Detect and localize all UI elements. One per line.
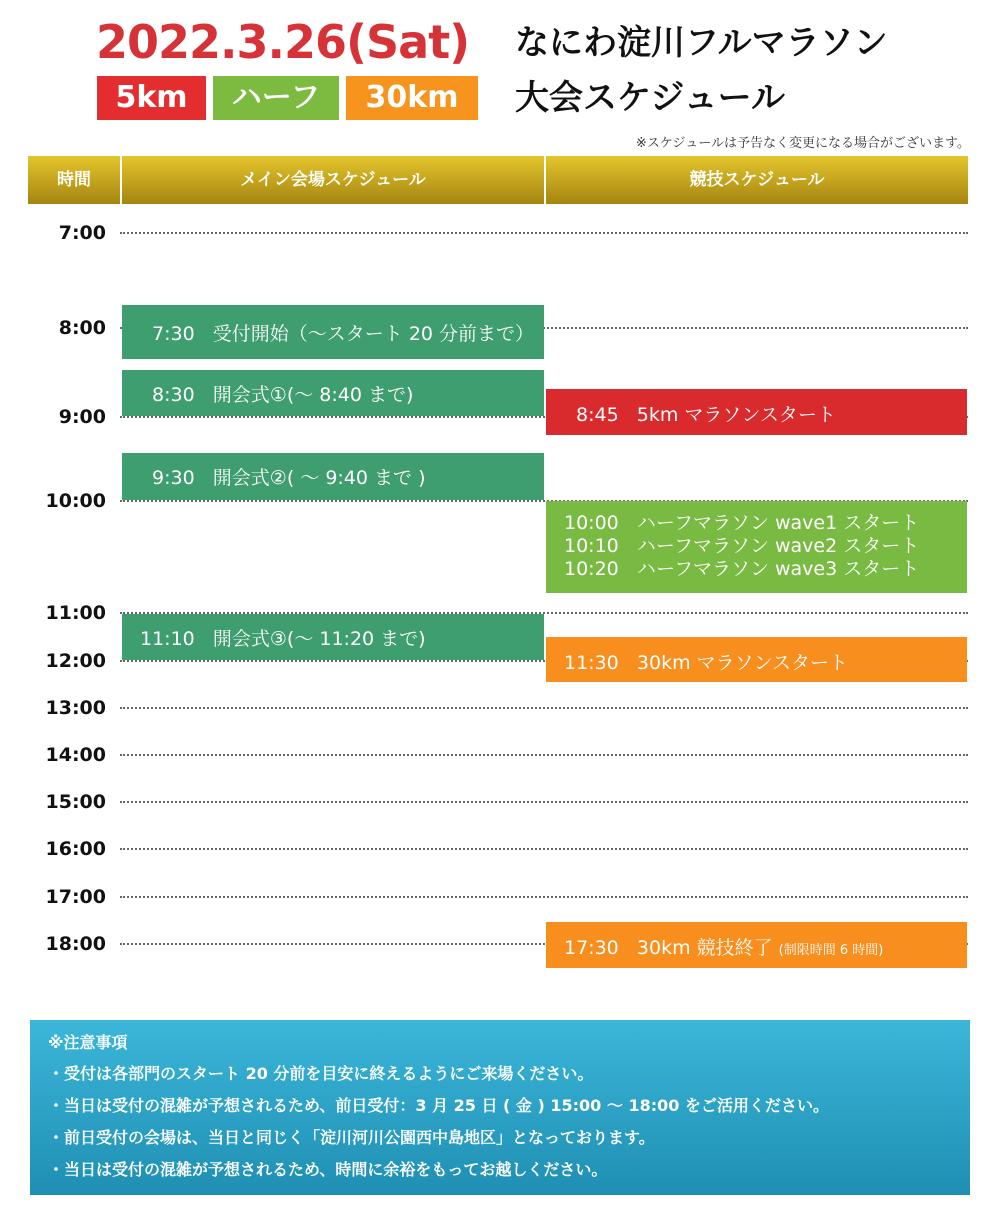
change-notice: ※スケジュールは予告なく変更になる場合がございます。 <box>635 136 970 151</box>
note-item: ・当日は受付の混雑が予想されるため、時間に余裕をもってお越しください。 <box>48 1160 608 1179</box>
hour-line <box>120 754 968 756</box>
hour-line <box>120 801 968 803</box>
event-label: ハーフマラソン wave1 スタート <box>636 512 920 534</box>
event-time: 17:30 <box>564 937 619 959</box>
hour-label: 8:00 <box>58 317 106 339</box>
event-time: 7:30 <box>152 323 195 345</box>
event-label: ハーフマラソン wave3 スタート <box>636 558 920 580</box>
event-label: ハーフマラソン wave2 スタート <box>636 535 920 557</box>
schedule-title: 大会スケジュール <box>515 78 785 118</box>
event-time: 8:45 <box>576 404 619 426</box>
wave-3-row <box>564 558 967 581</box>
event-time: 10:20 <box>564 558 619 580</box>
event-time: 10:00 <box>564 512 619 534</box>
hour-label: 15:00 <box>45 791 106 813</box>
race-half-waves <box>546 501 967 593</box>
event-label: 30km 競技終了 <box>636 937 773 959</box>
event-label: 30km マラソンスタート <box>636 652 849 674</box>
column-header-race: 競技スケジュール <box>546 156 968 204</box>
column-header-time: 時間 <box>28 156 120 204</box>
event-label: 開会式①(〜 8:40 まで) <box>212 384 414 406</box>
column-header-main-venue: メイン会場スケジュール <box>122 156 544 204</box>
hour-label: 11:00 <box>45 602 106 624</box>
main-event-reception <box>122 305 544 359</box>
event-label: 5km マラソンスタート <box>636 404 836 426</box>
hour-line <box>120 232 968 234</box>
event-time: 8:30 <box>152 384 195 406</box>
hour-label: 12:00 <box>45 650 106 672</box>
event-time: 11:30 <box>564 652 619 674</box>
race-30km-finish <box>546 922 967 968</box>
wave-2-row <box>564 535 967 558</box>
event-time: 10:10 <box>564 535 619 557</box>
badge-half: ハーフ <box>213 76 339 120</box>
main-event-opening-1 <box>122 370 544 416</box>
notes-heading: ※注意事項 <box>48 1033 128 1052</box>
hour-label: 17:00 <box>45 886 106 908</box>
event-label: 開会式②( 〜 9:40 まで ) <box>212 467 426 489</box>
race-5km-start <box>546 389 967 435</box>
event-date: 2022.3.26(Sat) <box>96 15 470 69</box>
hour-label: 10:00 <box>45 490 106 512</box>
note-item: ・当日は受付の混雑が予想されるため、前日受付：3 月 25 日 ( 金 ) 15:00 〜 18:00 をご活用ください。 <box>48 1096 829 1115</box>
badge-5km: 5km <box>97 76 206 120</box>
time-limit-note: (制限時間 6 時間) <box>778 943 884 958</box>
hour-line <box>120 848 968 850</box>
main-event-opening-3 <box>122 614 544 660</box>
hour-label: 18:00 <box>45 933 106 955</box>
hour-label: 14:00 <box>45 744 106 766</box>
hour-line <box>120 707 968 709</box>
hour-label: 9:00 <box>58 406 106 428</box>
note-item: ・前日受付の会場は、当日と同じく「淀川河川公園西中島地区」となっております。 <box>48 1128 655 1147</box>
event-label: 開会式③(〜 11:20 まで) <box>212 628 426 650</box>
event-time: 9:30 <box>152 467 195 489</box>
notes-box <box>30 1020 970 1195</box>
race-30km-start <box>546 637 967 682</box>
wave-1-row <box>564 512 967 535</box>
main-event-opening-2 <box>122 453 544 500</box>
hour-label: 7:00 <box>58 222 106 244</box>
event-time: 11:10 <box>140 628 195 650</box>
hour-line <box>120 896 968 898</box>
note-item: ・受付は各部門のスタート 20 分前を目安に終えるようにご来場ください。 <box>48 1064 594 1083</box>
hour-label: 16:00 <box>45 838 106 860</box>
event-title: なにわ淀川フルマラソン <box>515 23 888 63</box>
event-label: 受付開始（〜スタート 20 分前まで） <box>212 323 535 345</box>
hour-label: 13:00 <box>45 697 106 719</box>
badge-30km: 30km <box>346 76 478 120</box>
